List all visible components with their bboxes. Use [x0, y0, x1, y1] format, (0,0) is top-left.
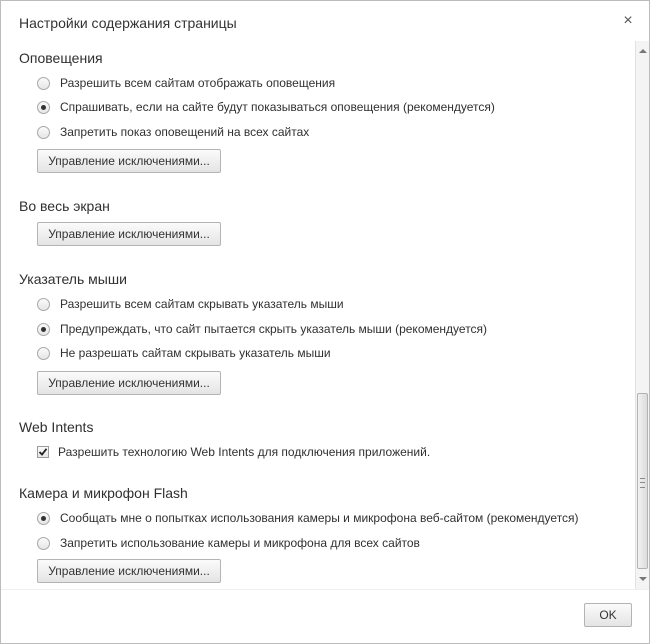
radio-button-checked-icon[interactable] — [37, 323, 50, 336]
settings-content[interactable] — [1, 41, 635, 589]
radio-button-icon[interactable] — [37, 77, 50, 90]
manage-exceptions-notifications-button[interactable]: Управление исключениями... — [37, 149, 221, 173]
checkbox-checked-icon[interactable] — [37, 446, 49, 458]
radio-label: Спрашивать, если на сайте будут показываться оповещения (рекомендуется) — [60, 100, 495, 114]
radio-mouse-warn[interactable] — [37, 321, 487, 337]
radio-button-checked-icon[interactable] — [37, 512, 50, 525]
scroll-thumb[interactable] — [637, 393, 648, 569]
radio-label: Запретить использование камеры и микрофона для всех сайтов — [60, 536, 420, 550]
radio-button-checked-icon[interactable] — [37, 101, 50, 114]
scroll-grip-icon — [640, 478, 645, 488]
radio-notifications-allow[interactable] — [37, 75, 335, 91]
radio-label: Предупреждать, что сайт пытается скрыть указатель мыши (рекомендуется) — [60, 322, 488, 336]
footer-divider — [1, 589, 649, 590]
checkbox-web-intents[interactable] — [37, 444, 430, 460]
manage-exceptions-flash-button[interactable]: Управление исключениями... — [37, 559, 221, 583]
scroll-down-arrow-icon[interactable] — [639, 577, 647, 581]
radio-button-icon[interactable] — [37, 347, 50, 360]
section-title-fullscreen: Во весь экран — [19, 198, 110, 214]
manage-exceptions-fullscreen-button[interactable]: Управление исключениями... — [37, 222, 221, 246]
section-title-mouse-cursor: Указатель мыши — [19, 271, 127, 287]
radio-button-icon[interactable] — [37, 298, 50, 311]
close-icon[interactable]: × — [623, 12, 633, 29]
radio-button-icon[interactable] — [37, 537, 50, 550]
dialog-title: Настройки содержания страницы — [19, 15, 237, 31]
radio-flash-ask[interactable] — [37, 510, 579, 526]
ok-button[interactable]: OK — [584, 603, 632, 627]
section-title-web-intents: Web Intents — [19, 419, 94, 435]
radio-mouse-block[interactable] — [37, 345, 331, 361]
radio-label: Сообщать мне о попытках использования камеры и микрофона веб-сайтом (рекомендуется) — [60, 511, 579, 525]
vertical-scrollbar[interactable] — [635, 41, 649, 589]
radio-label: Разрешить всем сайтам отображать оповещения — [60, 76, 336, 90]
radio-notifications-block[interactable] — [37, 124, 309, 140]
radio-label: Разрешить всем сайтам скрывать указатель мыши — [60, 297, 344, 311]
section-title-flash-camera: Камера и микрофон Flash — [19, 485, 188, 501]
manage-exceptions-mouse-button[interactable]: Управление исключениями... — [37, 371, 221, 395]
radio-mouse-allow[interactable] — [37, 296, 344, 312]
radio-button-icon[interactable] — [37, 126, 50, 139]
checkbox-label: Разрешить технологию Web Intents для подключения приложений. — [58, 445, 431, 459]
radio-flash-block[interactable] — [37, 535, 420, 551]
radio-notifications-ask[interactable] — [37, 99, 495, 115]
scroll-up-arrow-icon[interactable] — [639, 49, 647, 53]
radio-label: Не разрешать сайтам скрывать указатель мыши — [60, 346, 331, 360]
radio-label: Запретить показ оповещений на всех сайтах — [60, 125, 310, 139]
section-title-notifications: Оповещения — [19, 50, 103, 66]
